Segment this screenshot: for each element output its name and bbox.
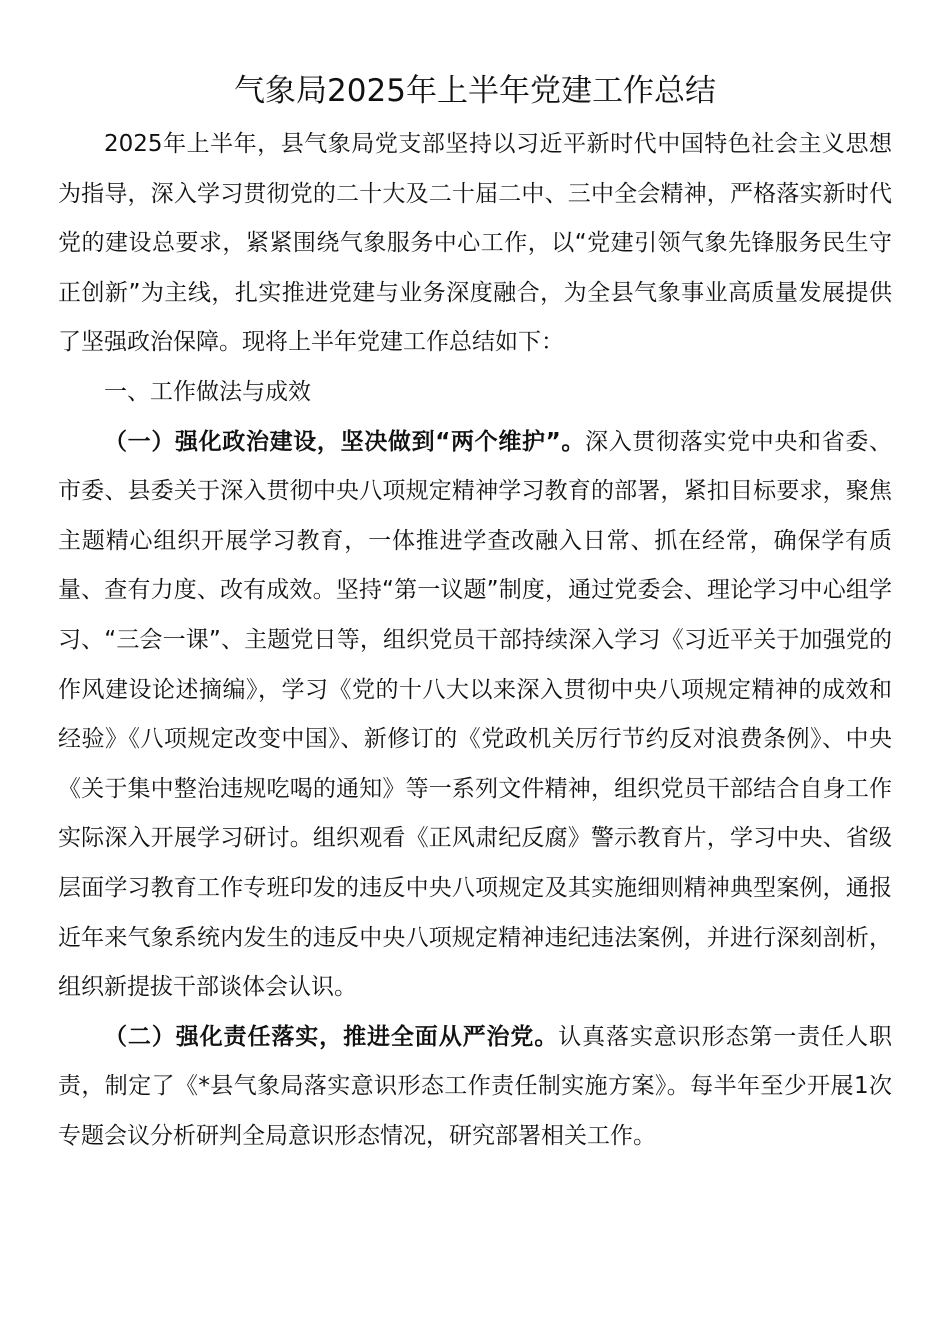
item-2-paragraph: [58, 1013, 892, 1162]
document-page: [58, 62, 892, 1161]
item-2-lead: （二）强化责任落实，推进全面从严治党。: [104, 1023, 559, 1050]
item-1-paragraph: [58, 418, 892, 1013]
section-heading-1: 一、工作做法与成效: [104, 378, 311, 405]
document-title: 气象局2025年上半年党建工作总结: [234, 73, 716, 109]
item-1-lead: （一）强化政治建设，坚决做到“两个维护”。: [104, 428, 586, 455]
intro-paragraph: 2025年上半年，县气象局党支部坚持以习近平新时代中国特色社会主义思想为指导，深入学习贯彻党的二十大及二十届二中、三中全会精神，严格落实新时代党的建设总要求，紧紧围绕气象服务中心工作，以“党建引领气象先锋服务民生守正创新”为主线，扎实推进党建与业务深度融合，为全县气象事业高质量发展提供了坚强政治保障。现将上半年党建工作总结如下：: [58, 131, 892, 356]
item-1-body: 深入贯彻落实党中央和省委、市委、县委关于深入贯彻中央八项规定精神学习教育的部署，紧扣目标要求，聚焦主题精心组织开展学习教育，一体推进学查改融入日常、抓在经常，确保学有质量、查有力度、改有成效。坚持“第一议题”制度，通过党委会、理论学习中心组学习、“三会一课”、主题党日等，组织党员干部持续深入学习《习近平关于加强党的作风建设论述摘编》，学习《党的十八大以来深入贯彻中央八项规定精神的成效和经验》《八项规定改变中国》、新修订的《党政机关厉行节约反对浪费条例》、中央《关于集中整治违规吃喝的通知》等一系列文件精神，组织党员干部结合自身工作实际深入开展学习研讨。组织观看《正风肃纪反腐》警示教育片，学习中央、省级层面学习教育工作专班印发的违反中央八项规定及其实施细则精神典型案例，通报近年来气象系统内发生的违反中央八项规定精神违纪违法案例，并进行深刻剖析，组织新提拔干部谈体会认识。: [58, 428, 893, 1001]
item-2-body: 认真落实意识形态第一责任人职责，制定了《*县气象局落实意识形态工作责任制实施方案》。每半年至少开展1次专题会议分析研判全局意识形态情况，研究部署相关工作。: [58, 1023, 892, 1149]
